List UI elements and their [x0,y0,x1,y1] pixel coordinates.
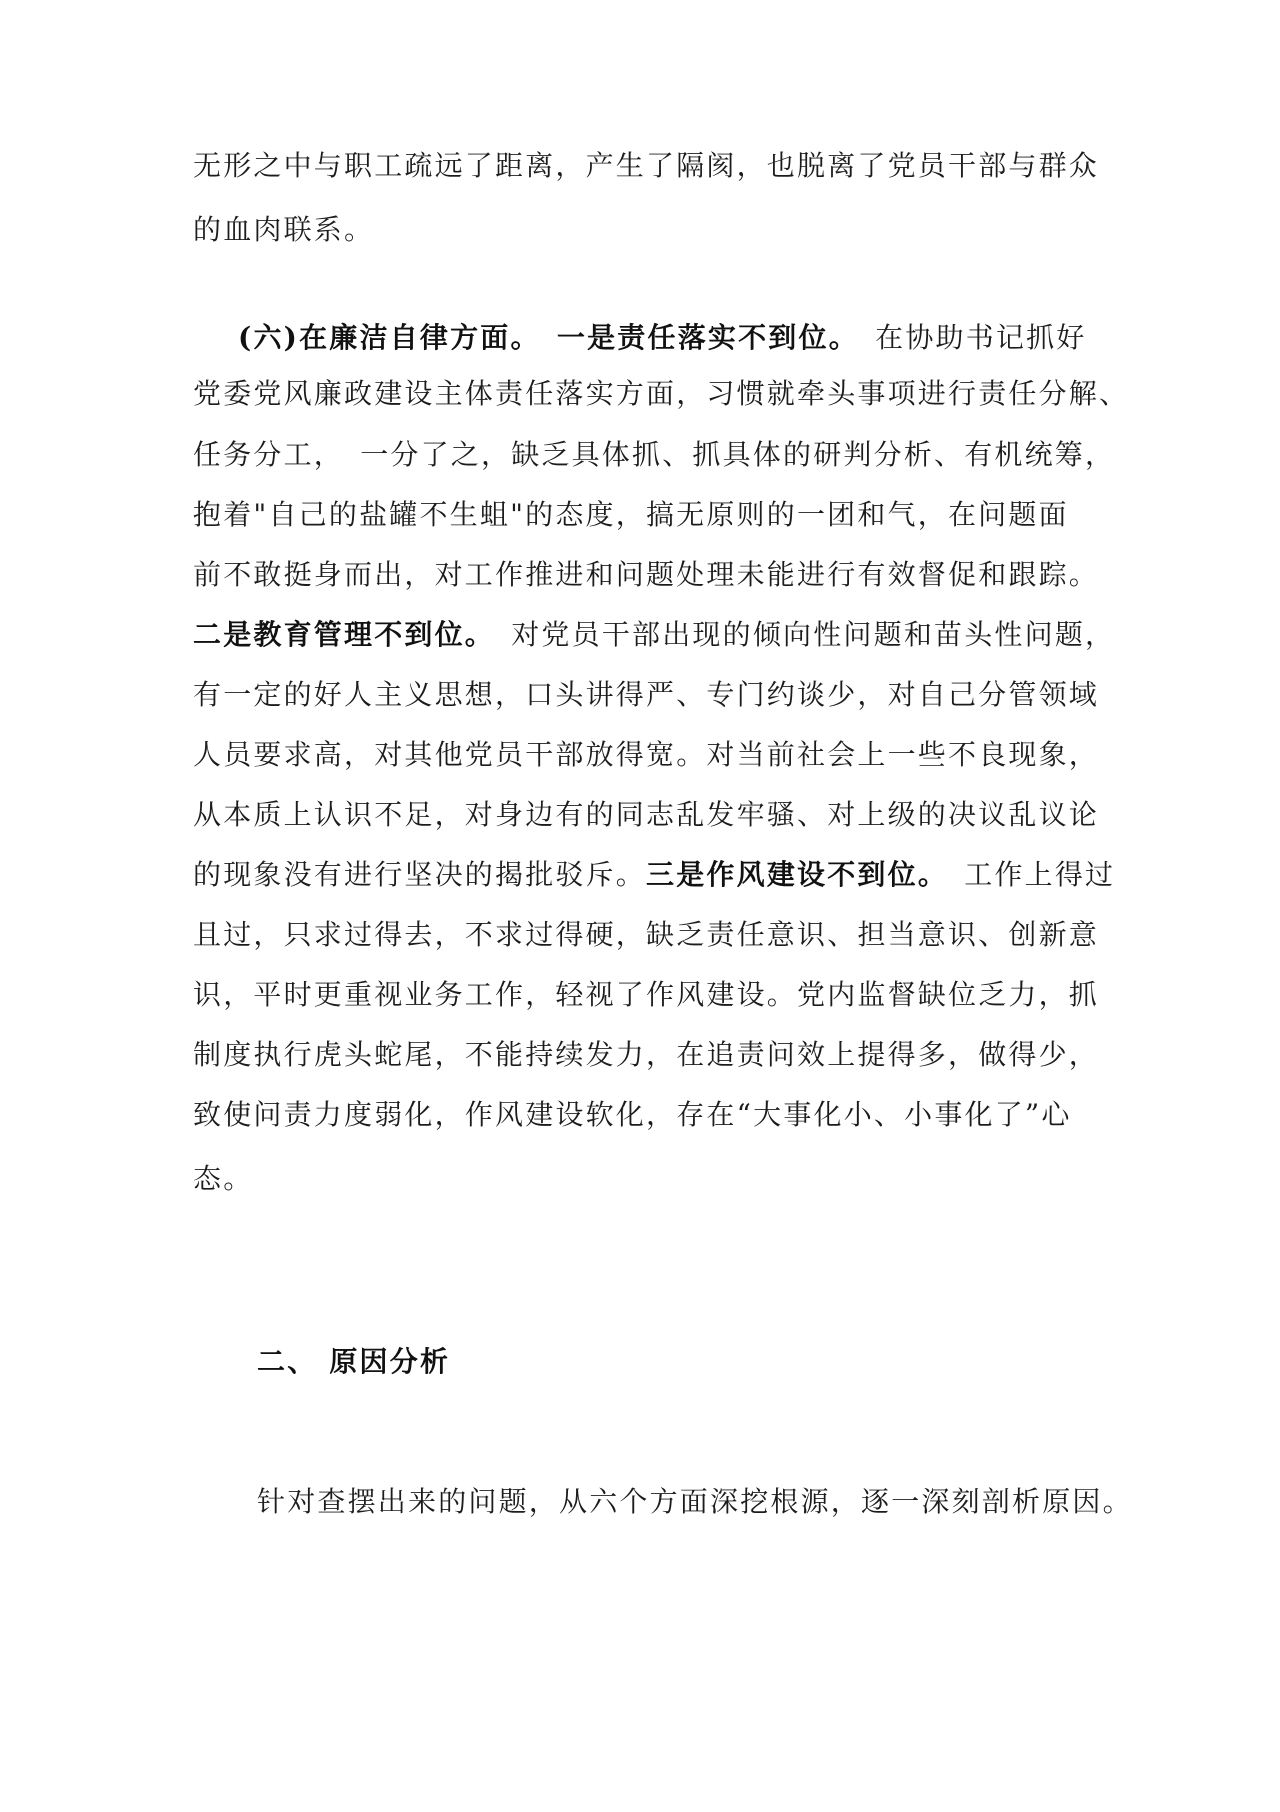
section-heading-cause-analysis [257,1342,1157,1382]
text-line [193,1035,1100,1075]
text-segment: 有一定的好人主义思想，口头讲得严、专门约谈少，对自己分管领域 [193,678,1100,711]
text-line [193,975,1100,1015]
text-segment: 态。 [193,1162,254,1195]
text-line [193,735,1100,775]
text-segment: 任务分工， 一分了之，缺乏具体抓、抓具体的研判分析、有机统筹， [193,438,1116,471]
text-line [193,495,1093,535]
text-line [193,855,1116,895]
text-segment: 无形之中与职工疏远了距离，产生了隔阂，也脱离了党员干部与群众 [193,149,1100,182]
text-line [193,146,1100,186]
text-line [193,555,1100,595]
text-line [257,1482,1157,1522]
bold-text-segment: (六)在廉洁自律方面。 [238,321,527,354]
bold-text-segment: 二是教育管理不到位。 [193,618,482,651]
text-line [193,1159,1093,1199]
text-line [193,675,1100,715]
bold-text-segment: 二、 原因分析 [257,1345,451,1378]
text-segment: 致使问责力度弱化，作风建设软化，存在“大事化小、小事化了”心 [193,1098,1072,1131]
text-line [193,1095,1093,1135]
text-segment [527,321,557,354]
text-line [193,795,1100,835]
text-segment: 针对查摆出来的问题，从六个方面深挖根源，逐一深刻剖析原因。 [257,1485,1133,1518]
text-segment: 党委党风廉政建设主体责任落实方面，习惯就牵头事项进行责任分解、 [193,377,1130,410]
text-segment: 且过，只求过得去，不求过得硬，缺乏责任意识、担当意识、创新意 [193,918,1100,951]
text-segment: 抱着"自己的盐罐不生蛆"的态度，搞无原则的一团和气，在问题面 [193,498,1069,531]
text-segment: 工作上得过 [934,858,1116,891]
bold-text-segment: 三是作风建设不到位。 [646,858,935,891]
section-six-paragraph [238,318,1138,358]
text-segment: 识，平时更重视业务工作，轻视了作风建设。党内监督缺位乏力，抓 [193,978,1100,1011]
bold-text-segment: 一是责任落实不到位。 [556,321,845,354]
text-segment: 对党员干部出现的倾向性问题和苗头性问题， [481,618,1116,651]
text-segment: 前不敢挺身而出，对工作推进和问题处理未能进行有效督促和跟踪。 [193,558,1100,591]
text-segment: 的现象没有进行坚决的揭批驳斥。 [193,858,647,891]
text-line [193,915,1100,955]
text-segment: 的血肉联系。 [193,213,375,246]
text-line [193,210,1093,250]
text-segment: 制度执行虎头蛇尾，不能持续发力，在追责问效上提得多，做得少， [193,1038,1100,1071]
text-segment: 人员要求高，对其他党员干部放得宽。对当前社会上一些不良现象， [193,738,1100,771]
text-line [193,615,1116,655]
text-segment: 从本质上认识不足，对身边有的同志乱发牢骚、对上级的决议乱议论 [193,798,1100,831]
text-line [193,435,1116,475]
text-line [193,374,1130,414]
text-segment: 在协助书记抓好 [844,321,1087,354]
